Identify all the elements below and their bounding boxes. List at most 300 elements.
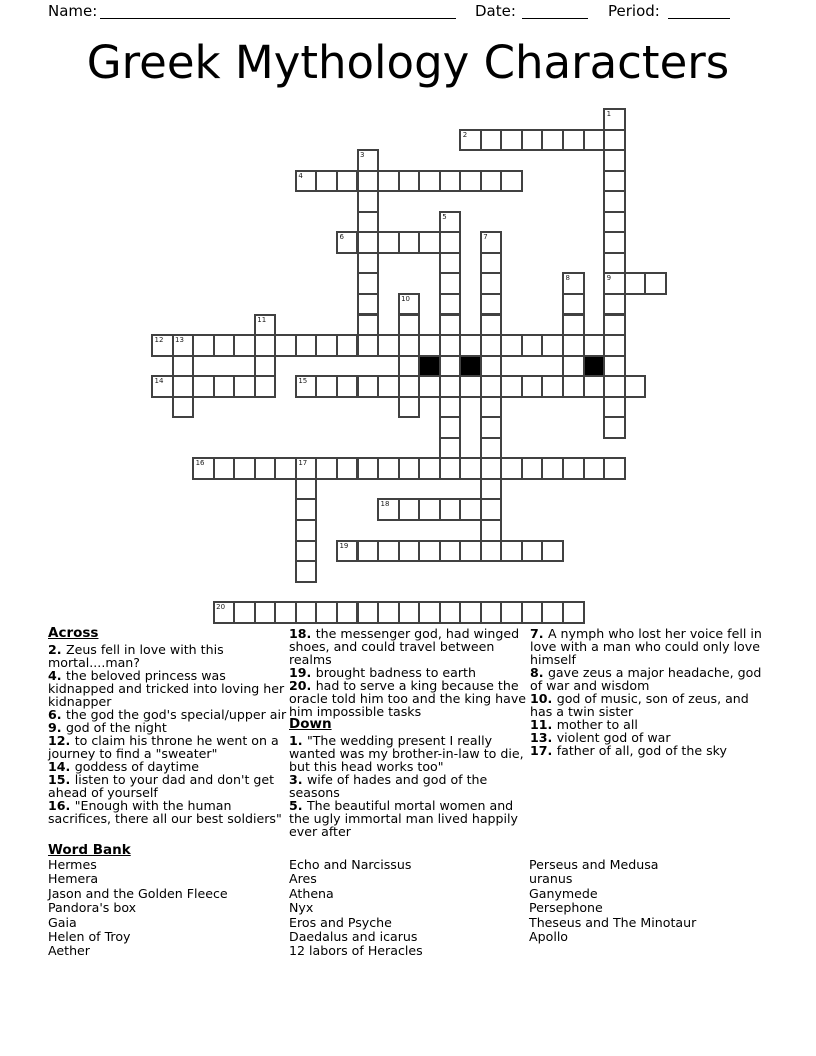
grid-cell[interactable] (603, 272, 626, 295)
grid-cell[interactable] (315, 601, 338, 624)
grid-cell[interactable] (500, 540, 523, 563)
grid-cell[interactable] (295, 560, 318, 583)
grid-cell[interactable] (603, 252, 626, 275)
grid-cell[interactable] (357, 314, 380, 337)
grid-cell[interactable] (315, 375, 338, 398)
grid-black-cell (418, 355, 441, 378)
clue-text: "Enough with the human sacrifices, there all our best soldiers" (48, 798, 282, 826)
grid-cell[interactable] (439, 231, 462, 254)
grid-cell[interactable] (439, 416, 462, 439)
grid-cell[interactable] (562, 355, 585, 378)
grid-cell-number: 13 (175, 336, 184, 345)
period-input-line[interactable] (668, 1, 730, 19)
word-bank-column-1 (48, 858, 228, 959)
grid-cell[interactable] (439, 272, 462, 295)
grid-cell[interactable] (315, 334, 338, 357)
clue-number: 15. (48, 772, 75, 787)
clue-text: god of music, son of zeus, and has a twin sister (530, 691, 749, 719)
grid-cell[interactable] (439, 396, 462, 419)
grid-cell[interactable] (439, 334, 462, 357)
grid-cell-number: 11 (257, 315, 267, 324)
grid-cell[interactable] (603, 170, 626, 193)
grid-cell[interactable] (418, 170, 441, 193)
clue-section-header: Across (48, 625, 99, 641)
grid-cell[interactable] (274, 601, 297, 624)
grid-cell[interactable] (603, 375, 626, 398)
grid-cell[interactable] (213, 457, 236, 480)
word-bank-item: Jason and the Golden Fleece (48, 885, 228, 901)
grid-cell[interactable] (480, 540, 503, 563)
grid-cell[interactable] (500, 170, 523, 193)
clue-number: 7. (530, 626, 548, 641)
grid-cell[interactable] (418, 540, 441, 563)
grid-cell[interactable] (480, 314, 503, 337)
word-bank-item: Theseus and The Minotaur (529, 914, 697, 930)
grid-cell[interactable] (295, 170, 318, 193)
grid-cell[interactable] (439, 355, 462, 378)
grid-cell-number: 3 (360, 151, 365, 160)
clue-item (530, 666, 772, 692)
grid-cell[interactable] (398, 293, 421, 316)
grid-cell-number: 12 (154, 336, 164, 345)
clue-item (289, 773, 531, 799)
grid-cell[interactable] (151, 334, 174, 357)
clue-number: 2. (48, 642, 66, 657)
grid-cell[interactable] (459, 498, 482, 521)
word-bank-item: Gaia (48, 914, 77, 930)
grid-cell-number: 19 (339, 541, 349, 550)
grid-cell[interactable] (336, 375, 359, 398)
grid-cell[interactable] (521, 601, 544, 624)
grid-cell[interactable] (274, 334, 297, 357)
grid-cell[interactable] (398, 314, 421, 337)
grid-cell-number: 16 (195, 459, 205, 468)
clue-number: 13. (530, 730, 557, 745)
grid-cell-number: 2 (462, 130, 468, 139)
clue-text: the messenger god, had winged shoes, and could travel between realms (289, 626, 520, 667)
grid-cell[interactable] (357, 231, 380, 254)
grid-cell[interactable] (583, 334, 606, 357)
grid-cell[interactable] (192, 334, 215, 357)
grid-cell[interactable] (439, 211, 462, 234)
grid-cell[interactable] (357, 211, 380, 234)
word-bank-item: Ares (289, 871, 317, 887)
grid-cell[interactable] (172, 355, 195, 378)
grid-cell[interactable] (541, 129, 564, 152)
grid-cell[interactable] (439, 498, 462, 521)
grid-cell[interactable] (336, 601, 359, 624)
date-label: Date: (475, 2, 516, 20)
clue-item (48, 799, 290, 825)
clue-number: 8. (530, 665, 548, 680)
word-bank-item: Daedalus and icarus (289, 929, 418, 945)
grid-cell[interactable] (603, 129, 626, 152)
grid-cell-number: 15 (298, 377, 308, 386)
clue-text: goddess of daytime (74, 759, 200, 774)
grid-cell[interactable] (562, 293, 585, 316)
grid-cell[interactable] (500, 601, 523, 624)
grid-cell[interactable] (418, 498, 441, 521)
clue-number: 1. (289, 733, 307, 748)
word-bank-item: Pandora's box (48, 900, 137, 916)
grid-cell[interactable] (624, 375, 647, 398)
grid-cell[interactable] (480, 170, 503, 193)
grid-cell[interactable] (562, 314, 585, 337)
clues-column-3 (530, 627, 772, 757)
grid-cell[interactable] (480, 129, 503, 152)
clue-text: The beautiful mortal women and the ugly immortal man lived happily ever after (289, 798, 518, 839)
grid-cell[interactable] (603, 190, 626, 213)
grid-cell[interactable] (377, 170, 400, 193)
grid-cell[interactable] (295, 601, 318, 624)
clue-text: mother to all (556, 717, 638, 732)
grid-cell[interactable] (254, 355, 277, 378)
grid-cell[interactable] (459, 540, 482, 563)
grid-cell[interactable] (480, 416, 503, 439)
word-bank-item: Athena (289, 885, 334, 901)
grid-cell[interactable] (583, 457, 606, 480)
grid-cell[interactable] (480, 478, 503, 501)
grid-cell[interactable] (357, 252, 380, 275)
grid-cell[interactable] (274, 457, 297, 480)
grid-cell[interactable] (480, 396, 503, 419)
grid-cell[interactable] (439, 314, 462, 337)
grid-cell[interactable] (233, 375, 256, 398)
word-bank-item: Aether (48, 943, 90, 959)
clue-item (48, 643, 290, 669)
grid-cell[interactable] (480, 355, 503, 378)
grid-cell[interactable] (398, 601, 421, 624)
grid-cell[interactable] (295, 375, 318, 398)
clue-number: 12. (48, 733, 75, 748)
word-bank-column-3 (529, 858, 696, 944)
grid-cell[interactable] (459, 601, 482, 624)
clue-number: 5. (289, 798, 307, 813)
grid-cell[interactable] (603, 149, 626, 172)
grid-black-cell (459, 355, 482, 378)
clues-column-1 (48, 627, 290, 825)
grid-cell[interactable] (377, 601, 400, 624)
grid-cell[interactable] (357, 149, 380, 172)
clue-number: 20. (289, 678, 316, 693)
grid-cell-number: 1 (606, 110, 612, 118)
grid-cell-number: 10 (401, 294, 411, 303)
grid-cell[interactable] (418, 334, 441, 357)
grid-cell[interactable] (295, 457, 318, 480)
grid-cell[interactable] (459, 375, 482, 398)
grid-cell-number: 6 (339, 233, 344, 242)
grid-cell[interactable] (541, 540, 564, 563)
grid-cell[interactable] (418, 457, 441, 480)
grid-cell[interactable] (603, 334, 626, 357)
grid-cell[interactable] (377, 334, 400, 357)
grid-cell[interactable] (398, 170, 421, 193)
clue-item (48, 669, 290, 708)
grid-cell[interactable] (213, 334, 236, 357)
clue-text: to claim his throne he went on a journey to find a "sweater" (48, 733, 279, 761)
grid-cell[interactable] (439, 252, 462, 275)
grid-cell[interactable] (480, 231, 503, 254)
grid-cell[interactable] (562, 129, 585, 152)
grid-cell[interactable] (254, 375, 277, 398)
word-bank-item: Apollo (529, 929, 569, 945)
grid-cell[interactable] (459, 170, 482, 193)
clue-section-header: Down (289, 716, 332, 732)
clue-text: father of all, god of the sky (556, 743, 727, 758)
grid-cell[interactable] (233, 601, 256, 624)
grid-cell[interactable] (336, 231, 359, 254)
grid-cell[interactable] (398, 457, 421, 480)
grid-cell[interactable] (233, 334, 256, 357)
grid-cell[interactable] (480, 601, 503, 624)
grid-cell-number: 17 (298, 459, 308, 468)
grid-cell[interactable] (439, 601, 462, 624)
grid-cell[interactable] (398, 334, 421, 357)
grid-cell[interactable] (418, 601, 441, 624)
grid-cell[interactable] (377, 375, 400, 398)
grid-cell[interactable] (377, 231, 400, 254)
grid-cell[interactable] (172, 375, 195, 398)
grid-cell[interactable] (562, 601, 585, 624)
grid-cell[interactable] (439, 170, 462, 193)
clue-text: gave zeus a major headache, god of war and wisdom (530, 665, 762, 693)
page-title: Greek Mythology Characters (86, 36, 730, 89)
clue-number: 16. (48, 798, 75, 813)
clue-text: wife of hades and god of the seasons (289, 772, 488, 800)
grid-cell[interactable] (439, 540, 462, 563)
word-bank-item: Hermes (48, 857, 97, 872)
grid-cell[interactable] (541, 457, 564, 480)
grid-cell[interactable] (295, 519, 318, 542)
clue-number: 3. (289, 772, 307, 787)
clue-text: brought badness to earth (315, 665, 476, 680)
grid-cell[interactable] (213, 375, 236, 398)
grid-black-cell (583, 355, 606, 378)
grid-cell[interactable] (480, 519, 503, 542)
grid-cell[interactable] (500, 334, 523, 357)
clue-text: "The wedding present I really wanted was my brother-in-law to die, but this head works too" (289, 733, 524, 774)
grid-cell[interactable] (521, 129, 544, 152)
clues-column-2 (289, 627, 531, 838)
grid-cell[interactable] (562, 334, 585, 357)
word-bank-item: Hemera (48, 871, 99, 887)
clue-text: listen to your dad and don't get ahead of yourself (48, 772, 275, 800)
clue-text: A nymph who lost her voice fell in love with a man who could only love himself (530, 626, 762, 667)
grid-cell[interactable] (439, 375, 462, 398)
grid-cell[interactable] (398, 540, 421, 563)
grid-cell[interactable] (603, 396, 626, 419)
word-bank-item: Echo and Narcissus (289, 857, 412, 872)
grid-cell[interactable] (357, 170, 380, 193)
word-bank-item: Ganymede (529, 885, 598, 901)
grid-cell[interactable] (500, 457, 523, 480)
date-input-line[interactable] (522, 1, 588, 19)
grid-cell[interactable] (254, 334, 277, 357)
clue-item (289, 627, 531, 666)
clue-number: 10. (530, 691, 557, 706)
grid-cell[interactable] (254, 314, 277, 337)
grid-cell[interactable] (562, 457, 585, 480)
clue-text: the beloved princess was kidnapped and tricked into loving her kidnapper (48, 668, 285, 709)
grid-cell[interactable] (398, 498, 421, 521)
grid-cell[interactable] (377, 540, 400, 563)
grid-cell[interactable] (521, 457, 544, 480)
grid-cell[interactable] (603, 314, 626, 337)
grid-cell[interactable] (336, 170, 359, 193)
grid-cell[interactable] (336, 540, 359, 563)
grid-cell[interactable] (192, 457, 215, 480)
grid-cell-number: 18 (380, 500, 390, 509)
grid-cell[interactable] (357, 293, 380, 316)
grid-cell-number: 5 (442, 212, 447, 221)
word-bank-item: uranus (529, 871, 573, 887)
grid-cell[interactable] (541, 601, 564, 624)
grid-cell[interactable] (418, 375, 441, 398)
grid-cell[interactable] (521, 540, 544, 563)
grid-cell[interactable] (357, 375, 380, 398)
grid-cell[interactable] (439, 437, 462, 460)
grid-cell[interactable] (398, 355, 421, 378)
word-bank-column-2 (289, 858, 423, 959)
grid-cell[interactable] (336, 457, 359, 480)
clue-number: 19. (289, 665, 316, 680)
grid-cell[interactable] (418, 231, 441, 254)
clue-item (530, 627, 772, 666)
name-input-line[interactable] (100, 1, 456, 19)
grid-cell[interactable] (254, 457, 277, 480)
grid-cell[interactable] (377, 498, 400, 521)
grid-cell[interactable] (459, 457, 482, 480)
clue-number: 18. (289, 626, 316, 641)
grid-cell[interactable] (192, 375, 215, 398)
clue-text: violent god of war (556, 730, 671, 745)
clue-item (289, 799, 531, 838)
clue-item (289, 734, 531, 773)
clue-text: Zeus fell in love with this mortal....man? (48, 642, 224, 670)
grid-cell[interactable] (624, 272, 647, 295)
grid-cell[interactable] (213, 601, 236, 624)
clue-text: had to serve a king because the oracle told him too and the king have him impossible tasks (289, 678, 527, 719)
grid-cell[interactable] (357, 190, 380, 213)
grid-cell[interactable] (459, 334, 482, 357)
clue-text: god of the night (65, 720, 167, 735)
grid-cell-number: 8 (565, 274, 570, 283)
grid-cell[interactable] (459, 129, 482, 152)
grid-cell[interactable] (480, 375, 503, 398)
grid-cell[interactable] (233, 457, 256, 480)
grid-cell[interactable] (603, 211, 626, 234)
grid-cell[interactable] (398, 375, 421, 398)
grid-cell[interactable] (172, 396, 195, 419)
clue-item (530, 692, 772, 718)
grid-cell[interactable] (254, 601, 277, 624)
grid-cell[interactable] (603, 293, 626, 316)
grid-cell[interactable] (439, 293, 462, 316)
grid-cell[interactable] (357, 540, 380, 563)
grid-cell[interactable] (603, 457, 626, 480)
grid-cell[interactable] (295, 540, 318, 563)
clue-text: the god the god's special/upper air (65, 707, 287, 722)
grid-cell[interactable] (439, 457, 462, 480)
crossword-grid (151, 108, 668, 625)
grid-cell-number: 7 (483, 233, 488, 242)
grid-cell[interactable] (295, 478, 318, 501)
grid-cell[interactable] (295, 498, 318, 521)
grid-cell[interactable] (377, 457, 400, 480)
grid-cell[interactable] (583, 375, 606, 398)
clue-item (530, 744, 772, 757)
clue-number: 4. (48, 668, 66, 683)
grid-cell[interactable] (480, 334, 503, 357)
name-label: Name: (48, 2, 98, 20)
grid-cell[interactable] (480, 457, 503, 480)
clue-item (48, 734, 290, 760)
grid-cell[interactable] (315, 457, 338, 480)
grid-cell[interactable] (603, 355, 626, 378)
clue-number: 17. (530, 743, 557, 758)
grid-cell[interactable] (562, 375, 585, 398)
grid-cell[interactable] (398, 396, 421, 419)
grid-cell[interactable] (521, 375, 544, 398)
grid-cell[interactable] (295, 334, 318, 357)
word-bank-item: Persephone (529, 900, 603, 916)
grid-cell-number: 4 (298, 171, 303, 180)
grid-cell[interactable] (172, 334, 195, 357)
grid-cell[interactable] (151, 375, 174, 398)
grid-cell[interactable] (357, 272, 380, 295)
grid-cell[interactable] (480, 437, 503, 460)
clue-item (289, 679, 531, 718)
grid-cell-number: 14 (154, 377, 164, 386)
grid-cell[interactable] (500, 375, 523, 398)
clue-number: 6. (48, 707, 66, 722)
grid-cell[interactable] (480, 252, 503, 275)
word-bank-header: Word Bank (48, 842, 131, 858)
grid-cell[interactable] (357, 601, 380, 624)
grid-cell-number: 9 (606, 274, 612, 283)
grid-cell[interactable] (603, 231, 626, 254)
grid-cell[interactable] (315, 170, 338, 193)
word-bank-item: Eros and Psyche (289, 914, 392, 930)
grid-cell[interactable] (480, 293, 503, 316)
clue-item (48, 773, 290, 799)
grid-cell[interactable] (583, 129, 606, 152)
grid-cell[interactable] (521, 334, 544, 357)
grid-cell[interactable] (398, 231, 421, 254)
grid-cell[interactable] (480, 272, 503, 295)
grid-cell[interactable] (336, 334, 359, 357)
grid-cell[interactable] (357, 457, 380, 480)
clue-number: 14. (48, 759, 75, 774)
grid-cell[interactable] (480, 498, 503, 521)
word-bank-item: Nyx (289, 900, 314, 916)
period-label: Period: (608, 2, 660, 20)
word-bank-item: Perseus and Medusa (529, 857, 659, 872)
grid-cell[interactable] (541, 375, 564, 398)
grid-cell-number: 20 (216, 603, 226, 612)
word-bank-item: Helen of Troy (48, 929, 131, 945)
grid-cell[interactable] (644, 272, 667, 295)
word-bank-item: 12 labors of Heracles (289, 943, 423, 959)
grid-cell[interactable] (603, 108, 626, 131)
grid-cell[interactable] (541, 334, 564, 357)
grid-cell[interactable] (562, 272, 585, 295)
clue-number: 9. (48, 720, 66, 735)
grid-cell[interactable] (500, 129, 523, 152)
grid-cell[interactable] (357, 334, 380, 357)
grid-cell[interactable] (603, 416, 626, 439)
clue-number: 11. (530, 717, 557, 732)
